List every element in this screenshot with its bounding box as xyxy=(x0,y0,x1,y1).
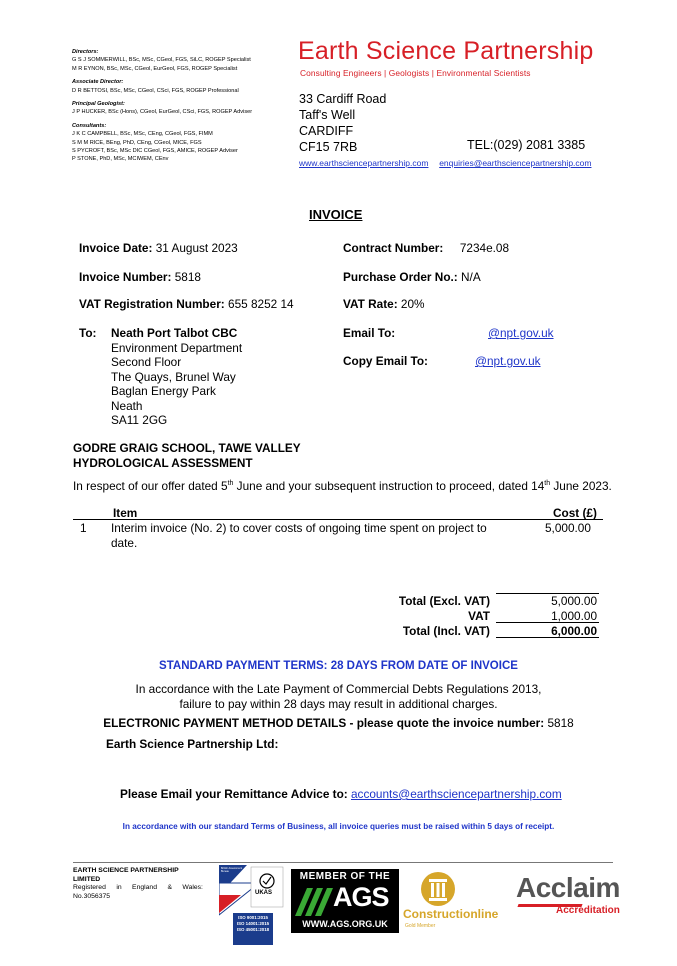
ags-top-text: MEMBER OF THE xyxy=(299,871,391,882)
vat-registration-value: 655 8252 14 xyxy=(228,297,294,311)
acclaim-badge xyxy=(514,872,629,922)
director-line: G S J SOMMERWILL, BSc, MSc, CGeol, FGS, SiLC, ROGEP Specialist xyxy=(72,57,251,64)
ags-url: WWW.AGS.ORG.UK xyxy=(302,919,388,929)
acclaim-logo-text: Acclaim xyxy=(516,872,620,903)
ags-logo-text: AGS xyxy=(333,882,389,912)
address-line: 33 Cardiff Road xyxy=(299,92,387,106)
invoice-number-label: Invoice Number: xyxy=(79,270,172,284)
directors-block xyxy=(72,48,297,164)
recipient-address-line: Neath xyxy=(111,398,143,413)
vat-registration-label: VAT Registration Number: xyxy=(79,297,225,311)
invoice-date-label: Invoice Date: xyxy=(79,241,153,255)
invoice-date-value: 31 August 2023 xyxy=(155,241,238,255)
contract-number-label: Contract Number: xyxy=(343,241,444,255)
recipient-name: Neath Port Talbot CBC xyxy=(111,326,238,340)
to-label: To: xyxy=(79,326,97,340)
vat-total-value: 1,000.00 xyxy=(551,609,597,623)
iso-list: ISO 9001:2015 ISO 14001:2015 ISO 45001:2018 xyxy=(236,915,270,932)
recipient-address-line: Environment Department xyxy=(111,340,243,355)
item-column-header: Item xyxy=(113,506,138,520)
consultant-line: J K C CAMPBELL, BSc, MSc, CEng, CGeol, FGS, FIMM xyxy=(72,131,213,138)
table-row-description: Interim invoice (No. 2) to cover costs of ongoing time spent on project to date. xyxy=(111,521,487,550)
totals-bottom-rule xyxy=(496,637,599,638)
footer-registration-number: No.3056375 xyxy=(73,892,111,900)
recipient-address-line: Second Floor xyxy=(111,355,182,369)
vat-registration-row xyxy=(79,297,294,311)
project-line: HYDROLOGICAL ASSESSMENT xyxy=(73,455,253,470)
ukas-small: British Assessment Bureau xyxy=(221,867,243,873)
table-row-number: 1 xyxy=(80,521,87,535)
table-divider xyxy=(73,519,603,520)
late-payment-notice xyxy=(0,682,677,711)
contract-number-row xyxy=(343,241,509,255)
po-number-label: Purchase Order No.: xyxy=(343,270,458,284)
vat-rate-value: 20% xyxy=(400,297,425,311)
website-link[interactable]: www.earthsciencepartnership.com xyxy=(299,158,429,168)
total-excl-label: Total (Excl. VAT) xyxy=(398,594,490,608)
company-tagline: Consulting Engineers | Geologists | Environmental Scientists xyxy=(300,68,531,78)
associate-line: D R BETTOSI, BSc, MSc, CGeol, CSci, FGS, ROGEP Professional xyxy=(72,87,239,94)
ags-member-badge xyxy=(291,869,399,933)
consultant-line: S M M RICE, BEng, PhD, CEng, CGeol, MICE, FGS xyxy=(72,139,202,146)
total-incl-value: 6,000.00 xyxy=(551,624,597,638)
invoice-date-row xyxy=(79,241,238,255)
remittance-label: Please Email your Remittance Advice to: xyxy=(120,787,348,801)
company-telephone: TEL:(029) 2081 3385 xyxy=(467,138,586,152)
vat-rate-row xyxy=(343,297,425,311)
table-row-cost: 5,000.00 xyxy=(545,521,591,535)
company-logo-title: Earth Science Partnership xyxy=(298,37,594,65)
late-payment-line: failure to pay within 28 days may result in additional charges. xyxy=(179,696,498,711)
principal-line: J P HUCKER, BSc (Hons), CGeol, EurGeol, CSci, FGS, ROGEP Adviser xyxy=(72,109,253,116)
invoice-number-row xyxy=(79,270,201,284)
constructionline-sub: Gold Member xyxy=(405,923,436,929)
invoice-title: INVOICE xyxy=(309,207,363,222)
director-line: M R EYNON, BSc, MSc, CGeol, EurGeol, FGS, ROGEP Specialist xyxy=(72,65,238,72)
remittance-row xyxy=(120,787,562,801)
consultant-line: S PYCROFT, BSc, MSc DIC CGeol, FGS, AMICE, ROGEP Adviser xyxy=(72,148,238,155)
footer-divider xyxy=(73,862,613,863)
ukas-badge xyxy=(219,865,285,947)
epm-label: ELECTRONIC PAYMENT METHOD DETAILS - please quote the invoice number: xyxy=(103,716,545,730)
constructionline-badge xyxy=(403,869,517,933)
project-title xyxy=(73,441,301,470)
footer-registration: Registered in England & Wales: xyxy=(73,884,203,891)
footer-company-info xyxy=(73,867,203,901)
payment-terms-heading: STANDARD PAYMENT TERMS: 28 DAYS FROM DATE OF INVOICE xyxy=(159,660,518,672)
company-address xyxy=(299,91,386,155)
total-excl-value: 5,000.00 xyxy=(551,594,597,608)
recipient-address xyxy=(111,326,242,428)
enquiries-email-link[interactable]: enquiries@earthsciencepartnership.com xyxy=(439,158,592,168)
project-line: GODRE GRAIG SCHOOL, TAWE VALLEY xyxy=(73,441,301,455)
address-line: Taff's Well xyxy=(299,108,356,122)
po-number-value: N/A xyxy=(461,270,481,284)
email-to-link[interactable]: @npt.gov.uk xyxy=(488,326,554,340)
copy-email-link[interactable]: @npt.gov.uk xyxy=(475,354,541,368)
associate-heading: Associate Director: xyxy=(72,79,124,86)
address-line: CARDIFF xyxy=(299,124,354,138)
ukas-text: UKAS xyxy=(255,890,273,896)
address-line: CF15 7RB xyxy=(299,140,358,154)
consultants-heading: Consultants: xyxy=(72,122,107,129)
electronic-payment-details xyxy=(0,716,677,730)
company-links xyxy=(299,158,591,168)
total-incl-label: Total (Incl. VAT) xyxy=(402,624,490,638)
recipient-address-line: Baglan Energy Park xyxy=(111,384,216,398)
footer-company-name: EARTH SCIENCE PARTNERSHIP LIMITED xyxy=(73,867,179,883)
invoice-number-value: 5818 xyxy=(174,270,201,284)
vat-total-label: VAT xyxy=(468,609,490,623)
recipient-address-line: SA11 2GG xyxy=(111,413,168,427)
acclaim-sub: Accreditation xyxy=(556,905,620,916)
po-number-row xyxy=(343,270,481,284)
consultant-line: P STONE, PhD, MSc, MCIWEM, CEnv xyxy=(72,156,169,163)
late-payment-line: In accordance with the Late Payment of Commercial Debts Regulations 2013, xyxy=(135,682,542,696)
totals-mid-rule xyxy=(496,622,599,623)
directors-heading: Directors: xyxy=(72,49,99,55)
recipient-address-line: The Quays, Brunel Way xyxy=(111,369,236,384)
bank-account-name: Earth Science Partnership Ltd: xyxy=(106,737,279,751)
vat-rate-label: VAT Rate: xyxy=(343,297,398,311)
constructionline-text: Constructionline xyxy=(403,907,499,921)
email-to-label: Email To: xyxy=(343,326,396,340)
copy-email-label: Copy Email To: xyxy=(343,354,428,368)
epm-invoice-number: 5818 xyxy=(547,716,574,730)
respect-paragraph: In respect of our offer dated 5th June and your subsequent instruction to proceed, dated 14th June 2023. xyxy=(73,478,612,493)
terms-note: In accordance with our standard Terms of Business, all invoice queries must be raised within 5 days of receipt. xyxy=(122,822,555,831)
cost-column-header: Cost (£) xyxy=(553,506,597,520)
principal-heading: Principal Geologist: xyxy=(72,101,125,108)
remittance-email-link[interactable]: accounts@earthsciencepartnership.com xyxy=(351,787,562,801)
contract-number-value: 7234e.08 xyxy=(459,241,510,255)
